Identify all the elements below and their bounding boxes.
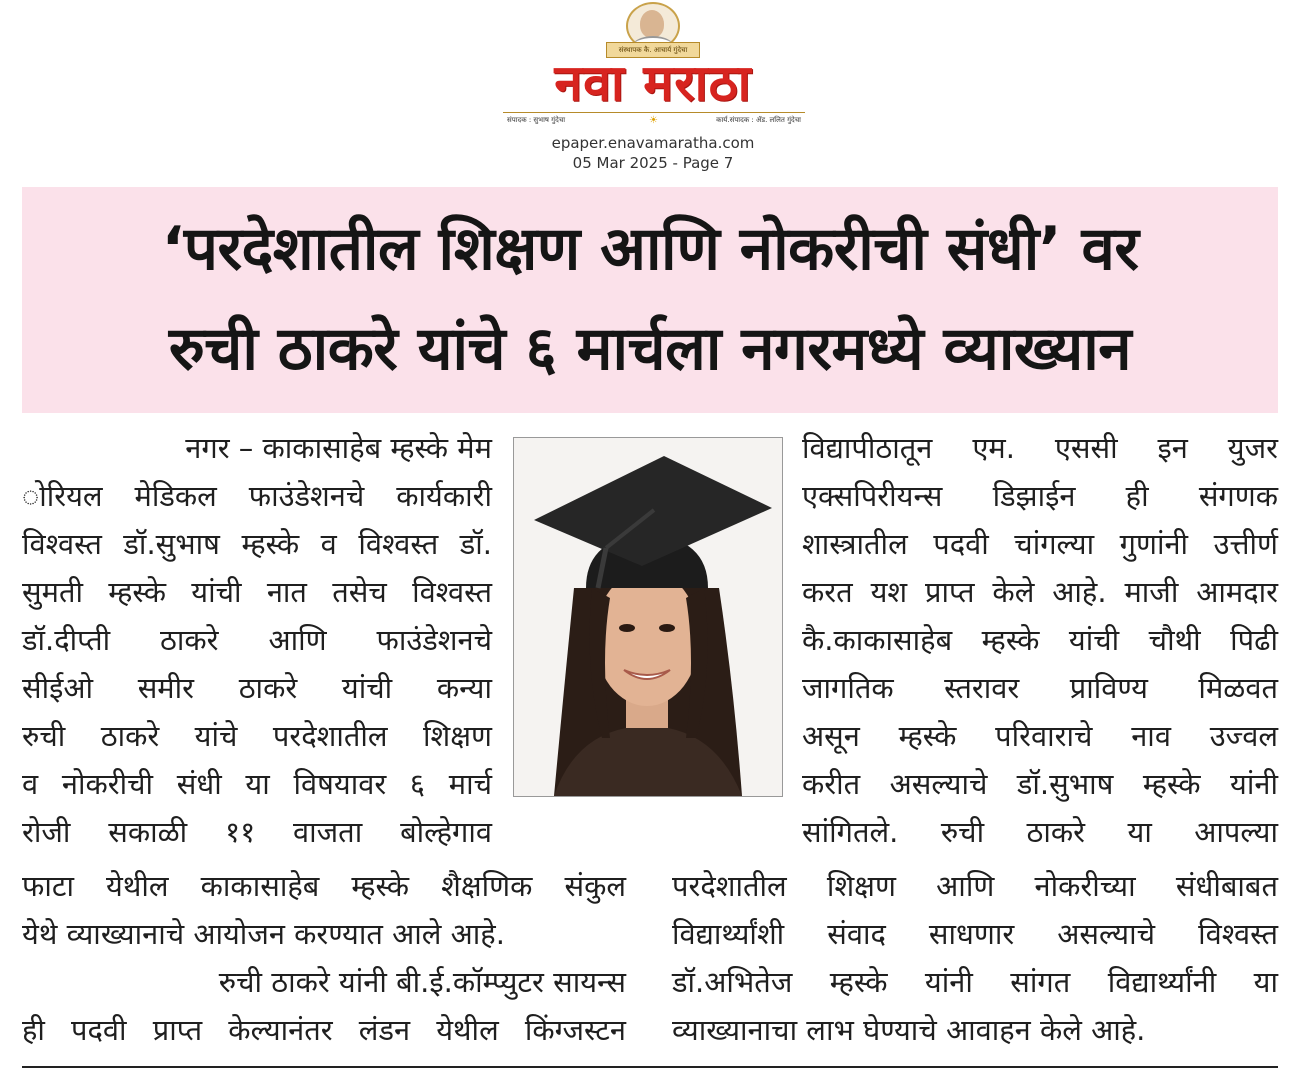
graduate-portrait-image: [514, 438, 782, 796]
body-line: कै.काकासाहेब म्हस्के यांची चौथी पिढी: [802, 623, 1278, 657]
body-line: सीईओ समीर ठाकरे यांची कन्या: [22, 671, 492, 705]
body-line: फाटा येथील काकासाहेब म्हस्के शैक्षणिक संकुल: [22, 869, 626, 903]
body-line: येथे व्याख्यानाचे आयोजन करण्यात आले आहे.: [22, 917, 505, 951]
body-line: परदेशातील शिक्षण आणि नोकरीच्या संधीबाबत: [672, 869, 1278, 903]
body-line: सुमती म्हस्के यांची नात तसेच विश्वस्त: [22, 575, 492, 609]
newspaper-logo: नवा मराठा: [554, 54, 752, 112]
epaper-url[interactable]: epaper.enavamaratha.com: [551, 134, 755, 152]
article-photo: [513, 437, 783, 797]
edition-date: 05 Mar 2025 - Page 7: [572, 154, 734, 172]
body-line: रोजी सकाळी ११ वाजता बोल्हेगाव: [22, 815, 492, 849]
body-line: सांगितले. रुची ठाकरे या आपल्या: [802, 815, 1278, 849]
body-line: डॉ.दीप्ती ठाकरे आणि फाउंडेशनचे: [22, 623, 492, 657]
editor-right: कार्य.संपादक : ॲड. ललित गुंदेचा: [716, 116, 801, 124]
body-line: करीत असल्याचे डॉ.सुभाष म्हस्के यांनी: [802, 767, 1278, 801]
body-line: जागतिक स्तरावर प्राविण्य मिळवत: [802, 671, 1278, 705]
body-line: ोरियल मेडिकल फाउंडेशनचे कार्यकारी: [22, 479, 492, 513]
body-line: एक्सपिरीयन्स डिझाईन ही संगणक: [802, 479, 1278, 513]
body-line: व नोकरीची संधी या विषयावर ६ मार्च: [22, 767, 492, 801]
body-line: नगर – काकासाहेब म्हस्के मेम: [185, 431, 492, 465]
body-line: रुची ठाकरे यांनी बी.ई.कॉम्प्युटर सायन्स: [218, 965, 626, 999]
founder-ribbon: संस्थापक कै. आचार्य गुंदेचा: [606, 42, 700, 58]
headline-line-2: रुची ठाकरे यांचे ६ मार्चला नगरमध्ये व्याख्यान: [168, 314, 1132, 384]
editor-strip: [503, 112, 805, 127]
body-line: विश्वस्त डॉ.सुभाष म्हस्के व विश्वस्त डॉ.: [22, 527, 492, 561]
bottom-divider: [22, 1066, 1278, 1068]
body-line: विद्यापीठातून एम. एससी इन युजर: [802, 431, 1278, 465]
body-line: करत यश प्राप्त केले आहे. माजी आमदार: [802, 575, 1278, 609]
editor-left: संपादक : सुभाष गुंदेचा: [507, 116, 566, 124]
body-line: डॉ.अभितेज म्हस्के यांनी सांगत विद्यार्थ्यांनी या: [672, 965, 1278, 999]
masthead: [0, 0, 1306, 180]
body-line: असून म्हस्के परिवाराचे नाव उज्वल: [802, 719, 1278, 753]
headline-box: [22, 187, 1278, 413]
headline-line-1: ‘परदेशातील शिक्षण आणि नोकरीची संधी’ वर: [161, 214, 1139, 284]
body-line: ही पदवी प्राप्त केल्यानंतर लंडन येथील किंग्जस्टन: [22, 1013, 626, 1047]
sun-emblem-icon: ☀: [649, 115, 658, 126]
body-line: रुची ठाकरे यांचे परदेशातील शिक्षण: [22, 719, 492, 753]
body-line: शास्त्रातील पदवी चांगल्या गुणांनी उत्तीर्ण: [802, 527, 1278, 561]
body-line: विद्यार्थ्यांशी संवाद साधणार असल्याचे विश्वस्त: [672, 917, 1278, 951]
body-line: व्याख्यानाचा लाभ घेण्याचे आवाहन केले आहे.: [672, 1013, 1146, 1047]
